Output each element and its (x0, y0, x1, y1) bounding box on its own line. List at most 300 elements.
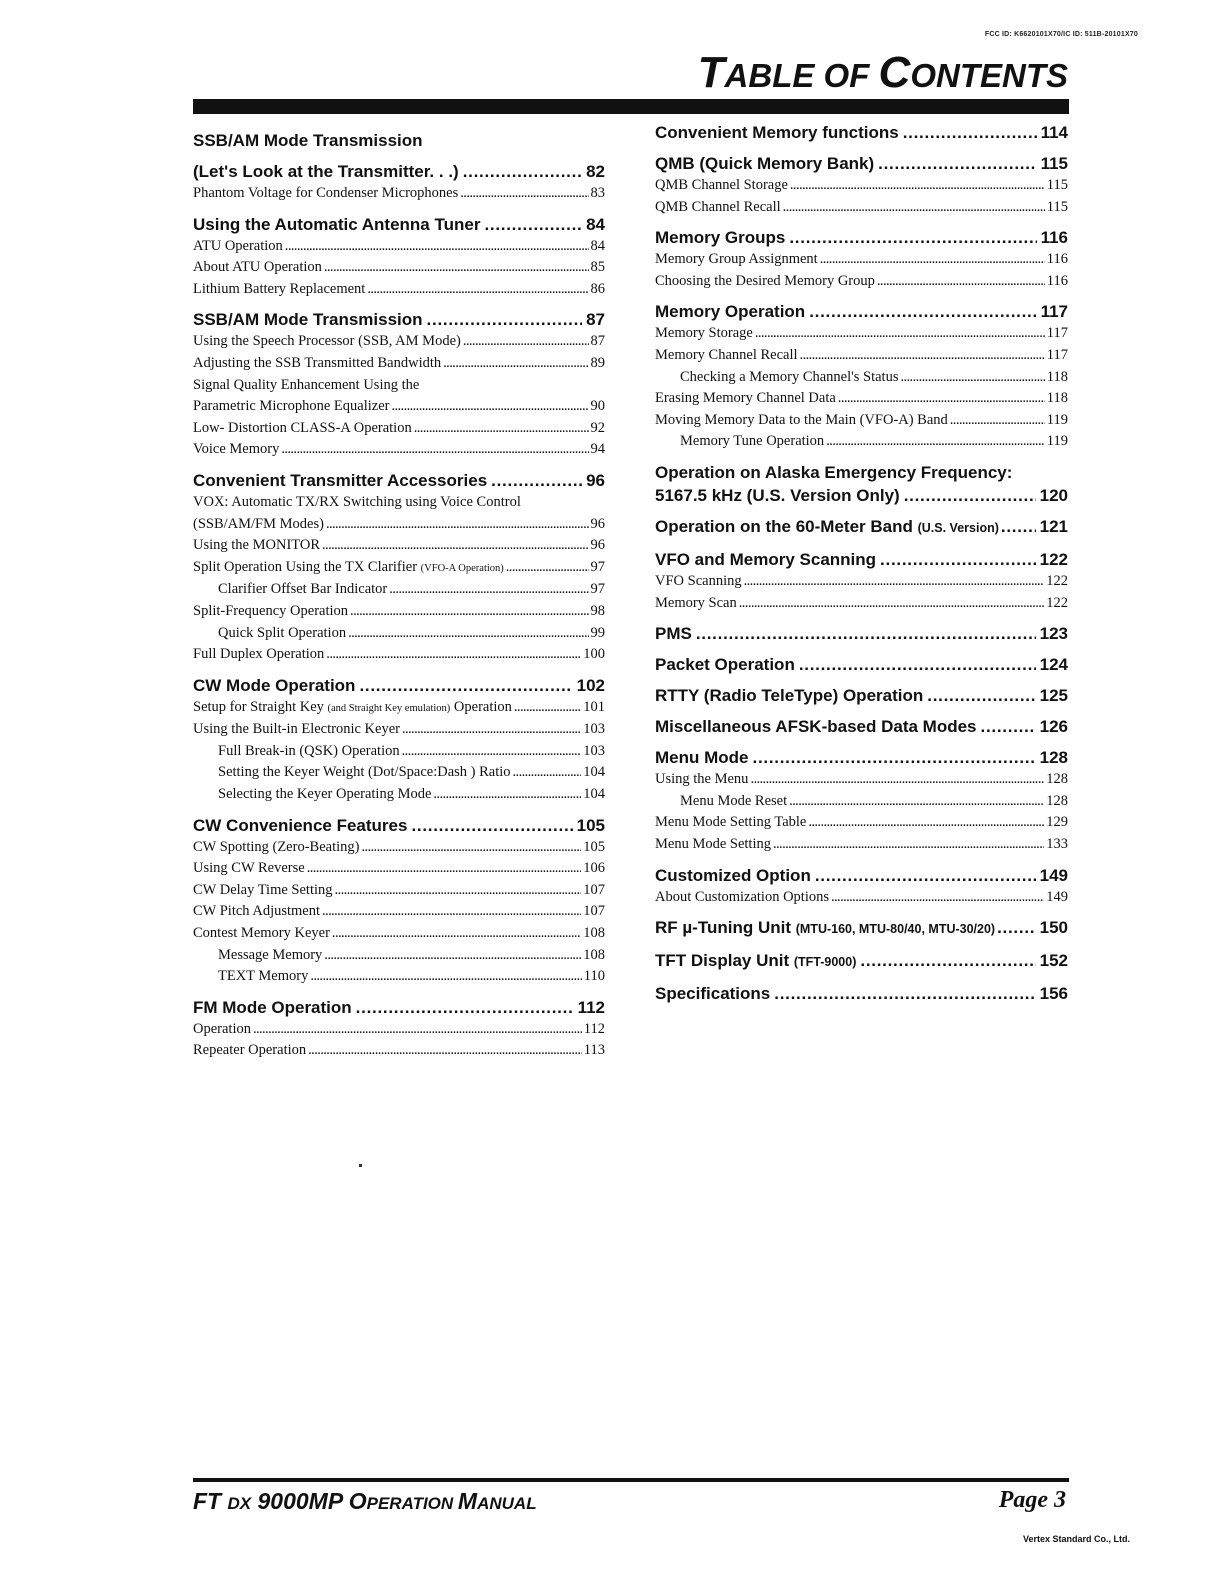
title-text: TEXT Memory (218, 968, 309, 985)
title-text: 5167.5 kHz (U.S. Version Only) (655, 485, 900, 505)
toc-section-heading[interactable] (193, 213, 605, 236)
section-title (655, 949, 856, 974)
toc-section-heading[interactable] (193, 814, 605, 837)
entry-title (218, 784, 431, 806)
dot-leader (774, 982, 1035, 1005)
title-text: Memory Tune Operation (680, 433, 825, 450)
title-text: Choosing the Desired Memory Group (655, 272, 875, 289)
toc-entry[interactable] (193, 719, 605, 741)
toc-entry[interactable] (655, 887, 1068, 909)
title-note: (TFT-9000) (793, 955, 857, 970)
section-title (655, 300, 805, 323)
dot-leader (332, 923, 581, 945)
toc-section-heading[interactable]: Operation on Alaska Emergency Frequency: (655, 462, 1013, 482)
dot-leader (904, 484, 1036, 507)
dot-leader (927, 684, 1035, 707)
page-number-ref: 116 (1046, 251, 1068, 268)
title-text: Operation (193, 1020, 251, 1037)
page-number-ref: 128 (1039, 748, 1068, 768)
title-text: Checking a Memory Channel's Status (680, 368, 899, 385)
toc-entry[interactable] (193, 601, 605, 623)
title-text: (Let's Look at the Transmitter. . .) (193, 162, 459, 181)
page-number-ref: 97 (590, 581, 605, 598)
toc-section-heading[interactable] (655, 864, 1068, 887)
page-number-ref: 118 (1046, 390, 1068, 407)
page-number-ref: 115 (1040, 154, 1068, 173)
entry-title (193, 880, 333, 902)
title-text: Selecting the Keyer Operating Mode (218, 786, 432, 803)
dot-leader (773, 834, 1044, 856)
section-title (193, 814, 407, 837)
toc-entry[interactable] (193, 557, 605, 580)
entry-title (193, 557, 504, 580)
toc-entry[interactable] (655, 367, 1068, 389)
title-text: RF µ-Tuning Unit (655, 918, 791, 938)
dot-leader (789, 226, 1036, 249)
company-name: Vertex Standard Co., Ltd. (1022, 1534, 1130, 1544)
toc-entry[interactable] (655, 345, 1068, 367)
title-text: FM Mode Operation (193, 997, 352, 1017)
toc-entry[interactable] (193, 880, 605, 902)
dot-leader (826, 431, 1045, 453)
toc-entry[interactable] (655, 175, 1068, 197)
title-text: Specifications (655, 984, 771, 1004)
dot-leader (744, 571, 1045, 593)
page-number-ref: 115 (1046, 198, 1068, 215)
entry-title (193, 697, 512, 720)
page-number-ref: 119 (1046, 433, 1068, 450)
dot-leader (389, 579, 588, 601)
toc-entry[interactable] (193, 923, 605, 945)
dot-leader (815, 864, 1036, 887)
page-number-ref: 124 (1039, 655, 1068, 675)
dot-leader (367, 279, 588, 301)
dot-leader (790, 175, 1045, 197)
page-number-ref: 96 (586, 470, 605, 490)
title-text: Menu Mode Setting Table (655, 814, 807, 831)
dot-leader (491, 469, 582, 492)
page-number-ref: 152 (1039, 951, 1068, 971)
dot-leader (402, 741, 582, 763)
dot-leader (877, 271, 1045, 293)
page-number-ref: 120 (1039, 485, 1068, 505)
page-number-ref: 107 (583, 903, 605, 920)
entry-title (655, 388, 836, 410)
dot-leader (809, 300, 1036, 323)
page-number-ref: 108 (583, 946, 605, 963)
dot-leader (433, 784, 581, 806)
title-text: Erasing Memory Channel Data (655, 390, 836, 407)
toc-section-heading[interactable] (655, 121, 1068, 144)
toc-entry[interactable] (193, 331, 605, 353)
title-text: Menu Mode Reset (680, 792, 788, 809)
entry-title (193, 514, 324, 536)
dot-leader (514, 697, 581, 719)
dot-leader (739, 593, 1045, 615)
toc-section-heading[interactable] (655, 300, 1068, 323)
toc-entry[interactable] (655, 571, 1068, 593)
dot-leader (463, 160, 582, 183)
toc-section-heading[interactable] (655, 622, 1068, 645)
title-text: Memory Groups (655, 228, 786, 248)
title-text: (SSB/AM/FM Modes) (193, 515, 324, 532)
title-text: Split-Frequency Operation (193, 602, 349, 619)
toc-section-heading[interactable] (193, 308, 605, 331)
page-number-ref: 82 (586, 162, 605, 181)
entry-title (655, 887, 829, 909)
toc-entry[interactable] (193, 396, 605, 418)
title-text: Using the MONITOR (193, 537, 321, 554)
toc-entry[interactable] (193, 858, 605, 880)
toc-section-heading[interactable] (655, 949, 1068, 974)
page-number-ref: 98 (590, 602, 605, 619)
entry-title (680, 431, 824, 453)
toc-section-heading[interactable] (655, 715, 1068, 738)
entry-title (655, 812, 806, 834)
toc-right-column (655, 121, 1068, 1005)
title-text: Adjusting the SSB Transmitted Bandwidth (193, 354, 442, 371)
entry-title (193, 236, 283, 258)
dot-leader (484, 213, 582, 236)
dot-leader (753, 746, 1036, 769)
toc-entry[interactable] (193, 535, 605, 557)
toc-entry[interactable] (655, 593, 1068, 615)
entry-title (193, 331, 461, 353)
toc-entry[interactable] (193, 353, 605, 375)
title-text: QMB Channel Recall (655, 198, 781, 215)
page-number-ref: 90 (590, 398, 605, 415)
dot-leader (391, 396, 588, 418)
page-number-ref: 105 (576, 815, 605, 835)
entry-title (218, 762, 511, 784)
toc-entry[interactable] (193, 257, 605, 279)
title-text: Quick Split Operation (218, 624, 347, 641)
title-text: TFT Display Unit (655, 951, 790, 971)
toc-entry[interactable] (655, 197, 1068, 219)
toc-entry[interactable] (193, 418, 605, 440)
toc-entry[interactable] (655, 388, 1068, 410)
section-title (193, 213, 480, 236)
dot-leader (361, 837, 581, 859)
dot-leader (324, 257, 589, 279)
toc-entry[interactable] (193, 784, 605, 806)
header-rule (193, 99, 1069, 114)
page-number-ref: 105 (583, 838, 605, 855)
dot-leader (755, 323, 1045, 345)
toc-entry[interactable] (655, 769, 1068, 791)
title-text: Memory Storage (655, 325, 753, 342)
page-number-ref: 83 (590, 185, 605, 201)
title-note: (U.S. Version) (917, 520, 999, 535)
entry-title (193, 858, 305, 880)
dot-leader (348, 623, 588, 645)
toc-section-heading[interactable] (655, 916, 1068, 941)
page-number-ref: 86 (590, 280, 605, 297)
toc-section-heading[interactable] (655, 653, 1068, 676)
entry-title (193, 439, 279, 461)
page-number-ref: 112 (583, 1020, 605, 1037)
dot-leader (831, 887, 1044, 909)
title-text: Full Break-in (QSK) Operation (218, 742, 400, 759)
entry-title (193, 1040, 306, 1062)
title-text: Memory Channel Recall (655, 346, 798, 363)
toc-section-heading[interactable] (193, 469, 605, 492)
title-text: VFO Scanning (655, 572, 742, 589)
entry-title (218, 623, 346, 645)
toc-entry[interactable] (193, 514, 605, 536)
dot-leader (402, 719, 581, 741)
toc-section-heading[interactable] (193, 996, 605, 1019)
dot-leader (900, 367, 1044, 389)
entry-title (655, 345, 798, 367)
title-text: Convenient Memory functions (655, 123, 899, 142)
title-text: CW Convenience Features (193, 815, 408, 835)
section-title (655, 684, 923, 707)
toc-section-heading[interactable] (655, 226, 1068, 249)
section-title (655, 622, 692, 645)
entry-title (193, 601, 348, 623)
title-text: Repeater Operation (193, 1042, 307, 1059)
page-number-ref: 125 (1039, 686, 1068, 706)
page-number-ref: 113 (583, 1042, 605, 1059)
page-number-ref: 115 (1046, 177, 1068, 193)
dot-leader (322, 901, 581, 923)
entry-title (193, 183, 458, 205)
title-text: Menu Mode Setting (655, 835, 771, 852)
toc-entry[interactable] (193, 741, 605, 763)
dot-leader (308, 1040, 582, 1062)
entry-title (193, 1019, 251, 1041)
dot-leader (335, 880, 582, 902)
toc-section-heading[interactable] (655, 746, 1068, 769)
dot-leader (878, 152, 1036, 175)
title-text: Operation on the 60-Meter Band (655, 516, 913, 536)
toc-entry[interactable] (655, 791, 1068, 813)
page-number-ref: 112 (577, 997, 605, 1017)
dot-leader (800, 345, 1045, 367)
title-text: Memory Operation (655, 302, 806, 322)
dot-leader (350, 601, 588, 623)
page-number-ref: 128 (1046, 771, 1068, 788)
dot-leader (443, 353, 588, 375)
toc-entry[interactable] (193, 901, 605, 923)
title-note: (and Straight Key emulation) (327, 702, 451, 714)
title-text: Split Operation Using the TX Clarifier (193, 558, 418, 575)
entry-title (655, 323, 753, 345)
toc-entry[interactable] (193, 439, 605, 461)
title-text: About Customization Options (655, 888, 829, 905)
page-number-ref: 104 (583, 786, 605, 803)
page-number-ref: 117 (1046, 346, 1068, 363)
dot-leader (411, 814, 572, 837)
toc-section-heading[interactable] (655, 152, 1068, 175)
entry-title (218, 945, 322, 967)
page-number-ref: 101 (583, 698, 605, 715)
page-number-ref: 118 (1046, 368, 1068, 385)
toc-entry[interactable] (193, 236, 605, 258)
dot-leader (326, 644, 581, 666)
dot-leader (427, 308, 583, 331)
toc-entry[interactable] (655, 249, 1068, 271)
page-number-ref: 122 (1046, 594, 1068, 611)
title-text: Lithium Battery Replacement (193, 280, 366, 297)
page-number-ref: 150 (1039, 918, 1068, 938)
title-text: CW Delay Time Setting (193, 881, 333, 898)
dot-leader (506, 557, 589, 579)
dot-leader (356, 996, 574, 1019)
toc-entry[interactable] (193, 1019, 605, 1041)
title-text: Customized Option (655, 865, 811, 885)
page-number-ref: 96 (590, 537, 605, 554)
dot-leader (696, 622, 1036, 645)
page-number-ref: 116 (1046, 272, 1068, 289)
toc-section-heading[interactable] (655, 484, 1068, 507)
dot-leader (981, 715, 1036, 738)
entry-title (193, 279, 365, 301)
title-text: CW Pitch Adjustment (193, 903, 321, 920)
page-number-ref: 87 (586, 310, 605, 330)
toc-section-heading[interactable] (193, 674, 605, 697)
page-number-ref: 107 (583, 881, 605, 898)
toc-entry-text: VOX: Automatic TX/RX Switching using Voice Control (193, 493, 521, 510)
dot-leader (783, 197, 1045, 219)
page-number-ref: 84 (586, 214, 605, 234)
section-title (655, 226, 785, 249)
title-text: Using CW Reverse (193, 860, 305, 877)
toc-section-heading[interactable] (193, 160, 605, 183)
page-title: TABLE OF CONTENTS (697, 48, 1068, 97)
entry-title (193, 257, 322, 279)
page-number-ref: 104 (583, 764, 605, 781)
toc-entry[interactable] (655, 323, 1068, 345)
toc-entry[interactable] (193, 945, 605, 967)
toc-entry[interactable] (193, 183, 605, 205)
title-text: CW Spotting (Zero-Beating) (193, 838, 360, 855)
section-title (655, 715, 977, 738)
page-number-ref: 108 (583, 925, 605, 942)
title-text: RTTY (Radio TeleType) Operation (655, 686, 924, 706)
page-number-ref: 123 (1039, 624, 1068, 644)
title-text: Menu Mode (655, 748, 749, 768)
title-text: Memory Group Assignment (655, 251, 818, 268)
page-number-ref: 100 (583, 646, 605, 663)
dot-leader (799, 653, 1036, 676)
manual-title: FT DX 9000MP OPERATION MANUAL (193, 1488, 537, 1514)
title-text: Operation (453, 698, 512, 715)
toc-entry[interactable] (655, 812, 1068, 834)
dot-leader (880, 548, 1036, 571)
toc-entry[interactable] (655, 410, 1068, 432)
entry-title (193, 923, 330, 945)
section-title (655, 982, 770, 1005)
page-number-ref: 85 (590, 259, 605, 276)
page-number-ref: 149 (1039, 865, 1068, 885)
toc-section-heading[interactable] (655, 982, 1068, 1005)
page-number-ref: 102 (576, 675, 605, 695)
entry-title (655, 271, 875, 293)
toc-entry[interactable] (193, 623, 605, 645)
title-text: Using the Menu (655, 771, 749, 788)
entry-title (193, 396, 389, 418)
page-number-ref: 103 (583, 721, 605, 738)
section-title (193, 160, 459, 183)
section-title (655, 653, 795, 676)
dot-leader (513, 762, 582, 784)
toc-entry[interactable] (193, 697, 605, 720)
page-number-ref: 133 (1046, 835, 1068, 852)
page-number-ref: 84 (590, 237, 605, 254)
page-number-ref: 89 (590, 354, 605, 371)
dot-leader (820, 249, 1045, 271)
toc-entry[interactable] (655, 834, 1068, 856)
title-text: CW Mode Operation (193, 675, 356, 695)
toc-entry[interactable] (193, 1040, 605, 1062)
title-text: Memory Scan (655, 594, 737, 611)
dot-leader (326, 514, 589, 536)
page-number: Page 3 (998, 1487, 1066, 1513)
stray-mark (359, 1164, 362, 1167)
page-number-ref: 116 (1040, 228, 1068, 248)
entry-title (193, 719, 400, 741)
title-text: Voice Memory (193, 441, 280, 458)
toc-section-heading[interactable] (655, 548, 1068, 571)
page-number-ref: 103 (583, 742, 605, 759)
page-number-ref: 121 (1039, 516, 1068, 536)
toc-section-heading[interactable] (655, 515, 1068, 540)
dot-leader (307, 858, 582, 880)
page-number-ref: 149 (1046, 888, 1068, 905)
section-title (655, 746, 749, 769)
toc-entry[interactable] (193, 579, 605, 601)
page-number-ref: 114 (1040, 123, 1068, 142)
toc-entry[interactable] (193, 966, 605, 988)
dot-leader (808, 812, 1044, 834)
title-text: Packet Operation (655, 655, 795, 675)
toc-entry[interactable] (655, 271, 1068, 293)
page-number-ref: 122 (1039, 549, 1068, 569)
entry-title (193, 535, 320, 557)
title-note: (MTU-160, MTU-80/40, MTU-30/20) (795, 922, 996, 937)
title-text: Setup for Straight Key (193, 698, 324, 715)
entry-title (193, 353, 441, 375)
toc-section-heading[interactable] (655, 684, 1068, 707)
toc-left-column (193, 121, 605, 1062)
title-text: SSB/AM Mode Transmission (193, 310, 423, 330)
page-number-ref: 99 (590, 624, 605, 641)
toc-entry[interactable] (655, 431, 1068, 453)
title-text: PMS (655, 624, 692, 644)
section-title (655, 515, 999, 540)
toc-entry[interactable] (193, 644, 605, 666)
section-title (655, 916, 995, 941)
title-text: QMB (Quick Memory Bank) (655, 154, 875, 173)
toc-entry[interactable] (193, 279, 605, 301)
entry-title (655, 593, 737, 615)
dot-leader (860, 949, 1035, 972)
toc-entry[interactable] (193, 837, 605, 859)
page-number-ref: 126 (1039, 717, 1068, 737)
title-note: (VFO-A Operation) (420, 562, 504, 574)
toc-entry[interactable] (193, 762, 605, 784)
toc-section-heading[interactable]: SSB/AM Mode Transmission (193, 131, 423, 150)
page-number-ref: 106 (583, 860, 605, 877)
entry-title (193, 837, 359, 859)
section-title (193, 674, 355, 697)
entry-title (218, 579, 387, 601)
title-text: Low- Distortion CLASS-A Operation (193, 419, 412, 436)
footer-rule (193, 1478, 1069, 1482)
toc-entry-text: Signal Quality Enhancement Using the (193, 376, 420, 393)
